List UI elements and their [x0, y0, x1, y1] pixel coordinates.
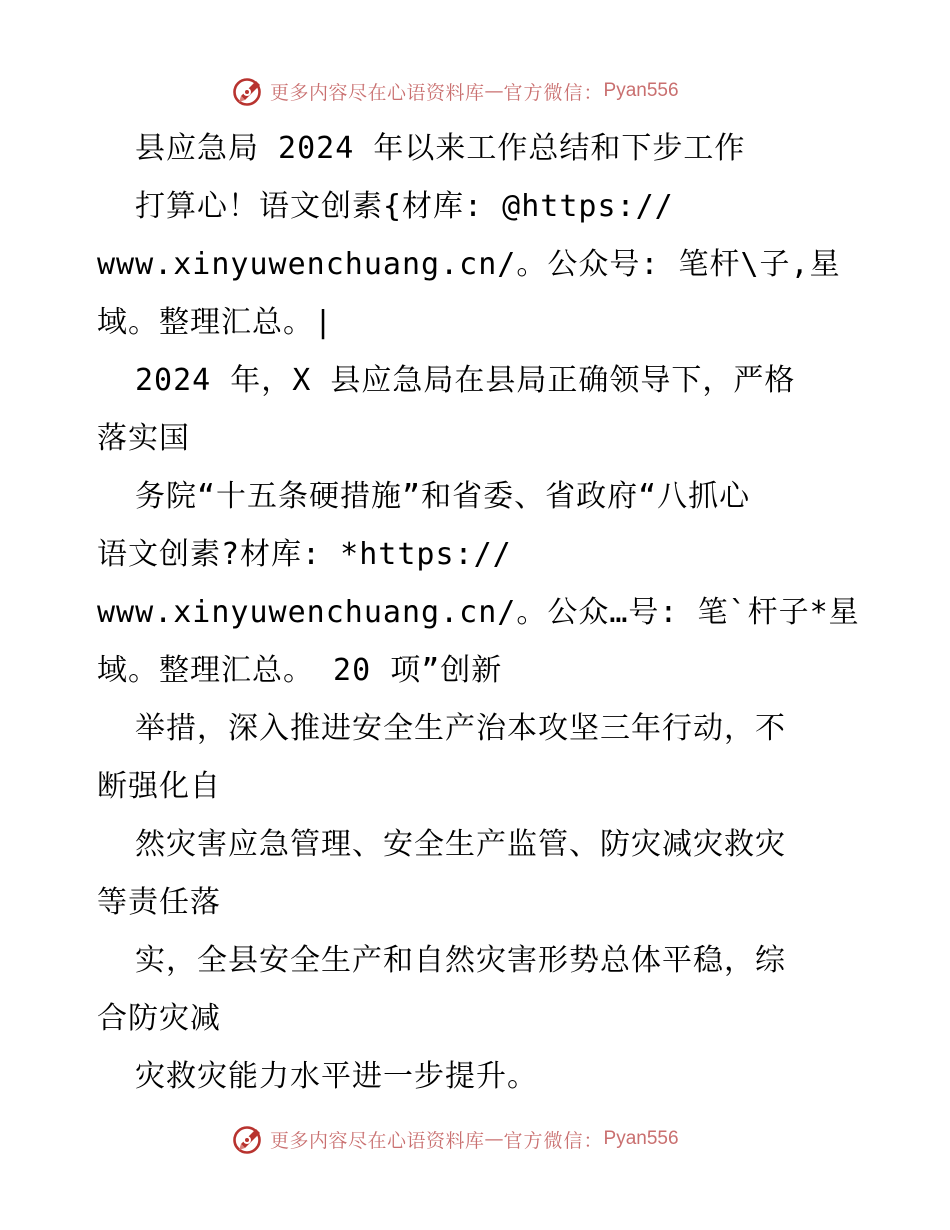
text-line: 断强化自 — [97, 769, 221, 804]
pen-logo-icon — [232, 1122, 266, 1156]
header-dash: — — [484, 80, 504, 102]
text-line: 实，全县安全生产和自然灾害形势总体平稳，综 — [135, 943, 786, 978]
footer-promo-text: 更多内容尽在心语资料库 — [270, 1129, 485, 1152]
document-body — [97, 120, 867, 1106]
header-banner — [232, 74, 679, 108]
text-line: 域。整理汇总。| — [97, 305, 334, 340]
text-line: 合防灾减 — [97, 1001, 221, 1036]
header-promo-text: 更多内容尽在心语资料库 — [270, 81, 485, 104]
footer-official-label: 官方微信： — [503, 1129, 604, 1152]
text-line: www.xinyuwenchuang.cn/。公众号: 笔杆\子,星 — [97, 247, 841, 282]
header-wechat-id: Pyan556 — [603, 80, 679, 101]
footer-dash: — — [484, 1128, 504, 1150]
text-line: 落实国 — [97, 421, 190, 456]
text-line: 2024 年，X 县应急局在县局正确领导下，严格 — [135, 363, 796, 398]
text-line: 县应急局 2024 年以来工作总结和下步工作 — [135, 131, 746, 166]
text-line: 务院“十五条硬措施”和省委、省政府“八抓心 — [135, 479, 751, 514]
pen-logo-icon — [232, 74, 266, 108]
text-line: 语文创素?材库: *https:// — [97, 537, 512, 572]
header-official-label: 官方微信： — [503, 81, 604, 104]
footer-wechat-id: Pyan556 — [603, 1128, 679, 1149]
text-line: 灾救灾能力水平进一步提升。 — [135, 1059, 538, 1094]
text-line: 域。整理汇总。 20 项”创新 — [97, 653, 503, 688]
text-line: www.xinyuwenchuang.cn/。公众…号: 笔`杆子*星 — [97, 595, 860, 630]
text-line: 然灾害应急管理、安全生产监管、防灾减灾救灾 — [135, 827, 786, 862]
text-line: 举措，深入推进安全生产治本攻坚三年行动，不 — [135, 711, 786, 746]
text-line: 等责任落 — [97, 885, 221, 920]
text-line: 打算心！语文创素{材库: @https:// — [135, 189, 674, 224]
footer-banner — [232, 1122, 679, 1156]
